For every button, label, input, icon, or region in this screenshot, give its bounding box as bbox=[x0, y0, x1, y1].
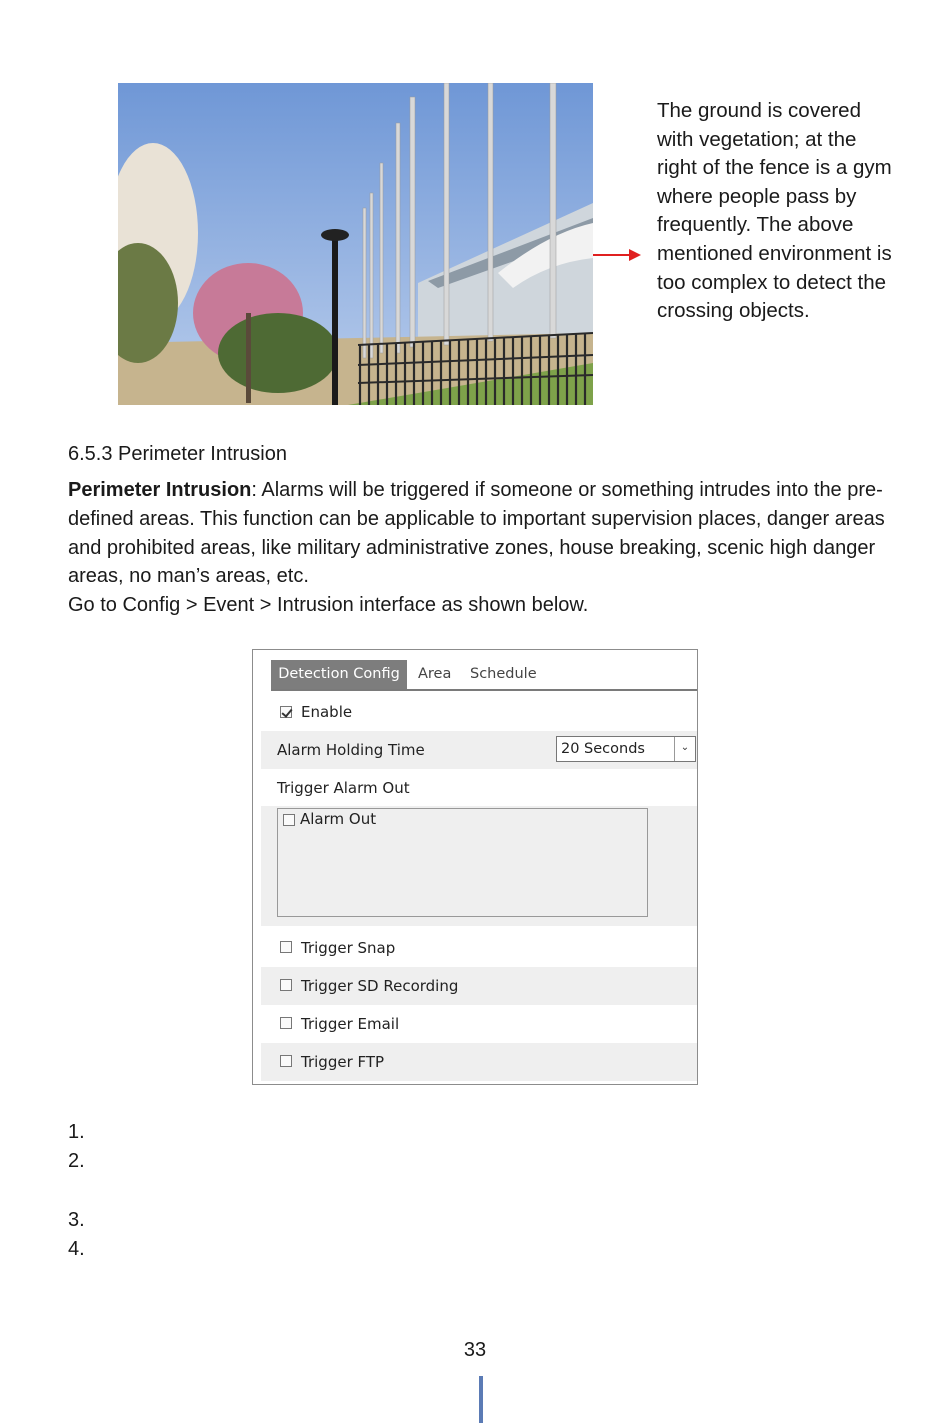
enable-checkbox[interactable] bbox=[280, 706, 292, 718]
trigger-email-checkbox[interactable] bbox=[280, 1017, 292, 1029]
trigger-alarm-out-row bbox=[261, 769, 697, 807]
trigger-ftp-label: Trigger FTP bbox=[301, 1053, 385, 1071]
fence-photo bbox=[118, 83, 593, 405]
alarm-holding-value: 20 Seconds bbox=[561, 741, 645, 757]
list-number: 4. bbox=[68, 1238, 85, 1260]
body-paragraph bbox=[68, 476, 898, 620]
alarm-out-list bbox=[277, 808, 648, 917]
trigger-snap-checkbox[interactable] bbox=[280, 941, 292, 953]
tab-area[interactable]: Area bbox=[418, 666, 452, 682]
definition: : Alarms will be triggered if someone or something intrudes into the pre-defined areas. This function can be applicable to important supervision places, danger areas and prohibited areas, like military administrative zones, house breaking, scenic high danger areas, no man’s areas, etc. bbox=[68, 479, 885, 588]
trigger-sd-checkbox[interactable] bbox=[280, 979, 292, 991]
trigger-ftp-row bbox=[261, 1043, 697, 1081]
intrusion-config-panel bbox=[252, 649, 698, 1085]
chevron-down-icon[interactable]: ⌄ bbox=[674, 737, 695, 761]
tab-detection-config[interactable]: Detection Config bbox=[271, 660, 407, 689]
arrow-icon bbox=[593, 248, 641, 262]
alarm-holding-row bbox=[261, 731, 697, 769]
alarm-holding-label: Alarm Holding Time bbox=[277, 741, 425, 759]
trigger-snap-row bbox=[261, 929, 697, 967]
alarm-out-checkbox[interactable] bbox=[283, 814, 295, 826]
tab-bar bbox=[271, 660, 697, 691]
trigger-sd-label: Trigger SD Recording bbox=[301, 977, 459, 995]
trigger-snap-label: Trigger Snap bbox=[301, 939, 396, 957]
page-decoration-bar bbox=[479, 1376, 483, 1423]
list-number: 1. bbox=[68, 1121, 85, 1143]
photo-caption: The ground is covered with vegetation; at the right of the fence is a gym where people pass by frequently. The above mentioned environment is too complex to detect the crossing objects. bbox=[657, 99, 892, 323]
alarm-holding-select[interactable] bbox=[556, 736, 696, 762]
term: Perimeter Intrusion bbox=[68, 479, 252, 501]
trigger-email-row bbox=[261, 1005, 697, 1043]
page-number: 33 bbox=[463, 1339, 487, 1361]
trigger-email-label: Trigger Email bbox=[301, 1015, 400, 1033]
trigger-sd-row bbox=[261, 967, 697, 1005]
instruction: Go to Config > Event > Intrusion interface as shown below. bbox=[68, 594, 589, 617]
list-number: 3. bbox=[68, 1209, 85, 1231]
alarm-out-label: Alarm Out bbox=[300, 810, 377, 828]
trigger-alarm-out-label: Trigger Alarm Out bbox=[277, 779, 410, 797]
tab-schedule[interactable]: Schedule bbox=[470, 666, 537, 682]
enable-label: Enable bbox=[301, 703, 353, 721]
list-number: 2. bbox=[68, 1150, 85, 1172]
enable-row bbox=[261, 693, 697, 731]
trigger-ftp-checkbox[interactable] bbox=[280, 1055, 292, 1067]
section-heading: 6.5.3 Perimeter Intrusion bbox=[68, 443, 287, 465]
